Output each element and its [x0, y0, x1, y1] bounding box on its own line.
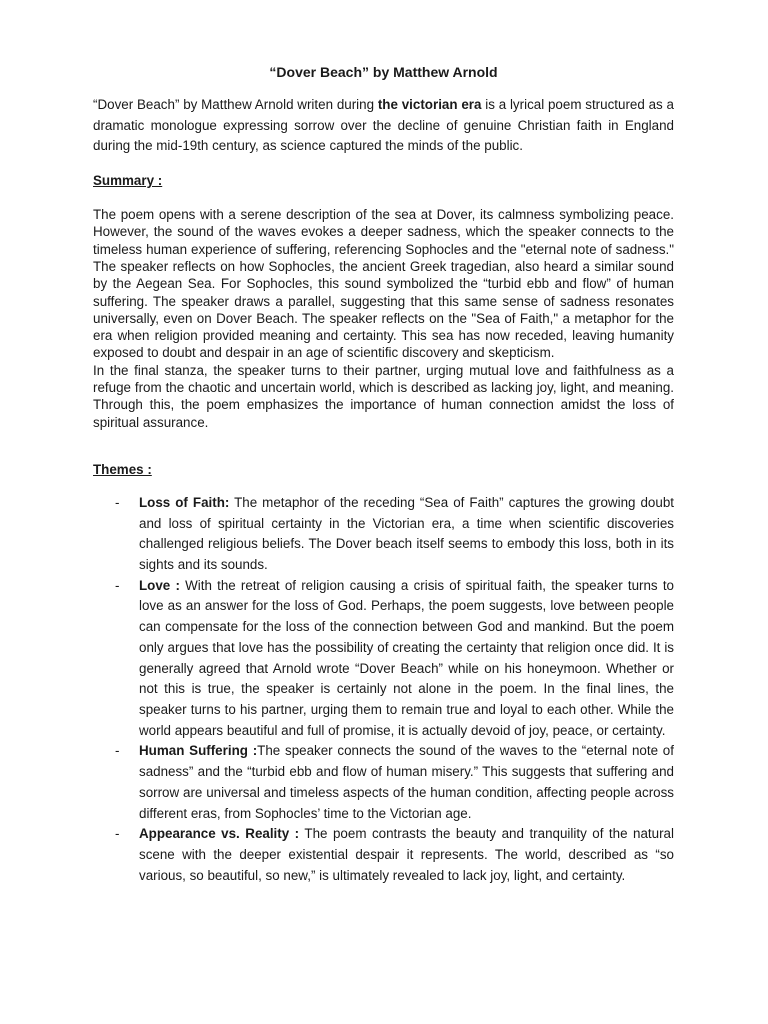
list-bullet: -: [115, 826, 120, 842]
intro-text-start: “Dover Beach” by Matthew Arnold writen during: [93, 97, 378, 112]
theme-text: With the retreat of religion causing a crisis of spiritual faith, the speaker turns to love as an answer for the loss of God. Perhaps, the poem suggests, love between people can compensate for the loss of the connection between God and mankind. But the poem only argues that love has the possibility of creating the certainty that religion once did. It is generally agreed that Arnold wrote “Dover Beach” while on his honeymoon. Whether or not this is true, the speaker is certainly not alone in the poem. In the final lines, the speaker turns to his partner, urging them to remain true and loyal to each other. While the world appears beautiful and full of promise, it is actually devoid of joy, peace, or certainty.: [139, 577, 674, 738]
theme-item-love: [93, 576, 674, 742]
summary-paragraph: The poem opens with a serene description of the sea at Dover, its calmness symbolizing peace. However, the sound of the waves evokes a deeper sadness, which the speaker connects to the timeless human experience of suffering, referencing Sophocles and the "eternal note of sadness." The speaker reflects on how Sophocles, the ancient Greek tragedian, also heard a similar sound by the Aegean Sea. For Sophocles, this sound symbolized the “turbid ebb and flow” of human suffering. The speaker draws a parallel, suggesting that this same sense of sadness resonates universally, even on Dover Beach. The speaker reflects on the "Sea of Faith," a metaphor for the era when religion provided meaning and certainty. This sea has now receded, leaving humanity exposed to doubt and despair in an age of scientific discovery and skepticism.: [93, 207, 674, 361]
summary-heading: Summary :: [93, 173, 163, 189]
list-bullet: -: [115, 743, 120, 759]
theme-item-human-suffering: [93, 741, 674, 824]
theme-term: Appearance vs. Reality :: [139, 826, 300, 842]
document-title: “Dover Beach” by Matthew Arnold: [269, 64, 498, 80]
theme-text: The metaphor of the receding “Sea of Faith” captures the growing doubt and loss of spiritual certainty in the Victorian era, a time when scientific discoveries challenged religious beliefs. The Dover beach itself seems to embody this loss, both in its sights and its sounds.: [139, 494, 674, 573]
list-bullet: -: [115, 494, 120, 510]
theme-term: Human Suffering :: [139, 743, 258, 759]
theme-term: Love :: [139, 577, 180, 593]
intro-paragraph: [93, 95, 674, 157]
summary-paragraph: In the final stanza, the speaker turns to their partner, urging mutual love and faithfulness as a refuge from the chaotic and uncertain world, which is described as lacking joy, light, and meaning. Through this, the poem emphasizes the importance of human connection amidst the loss of spiritual assurance.: [93, 362, 674, 430]
intro-bold-era: the victorian era: [377, 97, 482, 112]
themes-list: [93, 493, 674, 886]
theme-term: Loss of Faith:: [139, 494, 230, 510]
list-bullet: -: [115, 577, 120, 593]
theme-item-appearance-vs-reality: [93, 824, 674, 886]
theme-item-loss-of-faith: [93, 493, 674, 576]
intro-text-end: is a lyrical poem structured as a dramatic monologue expressing sorrow over the decline of genuine Christian faith in England during the mid-19th century, as science captured the minds of the public.: [93, 97, 674, 154]
summary-section: [93, 206, 674, 431]
themes-heading: Themes :: [93, 461, 152, 477]
theme-text: The speaker connects the sound of the waves to the “eternal note of sadness” and the “turbid ebb and flow of human misery.” This suggests that suffering and sorrow are universal and timeless aspects of the human condition, affecting people across different eras, from Sophocles’ time to the Victorian age.: [139, 743, 674, 821]
theme-text: The poem contrasts the beauty and tranquility of the natural scene with the deeper existential despair it represents. The world, described as “so various, so beautiful, so new,” is ultimately revealed to lack joy, light, and certainty.: [139, 826, 674, 883]
